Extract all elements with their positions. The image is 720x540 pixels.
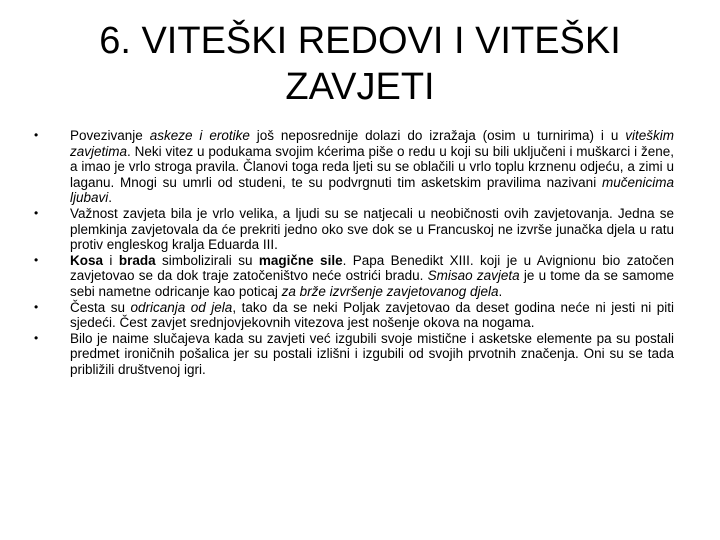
text-segment-italic: askeze i erotike [149,128,250,143]
bullet-text [70,300,674,331]
text-segment: . [498,283,503,299]
text-segment: . [108,190,113,206]
text-segment: Povezivanje [70,128,150,143]
text-segment: , tako da se neki Poljak zavjetovao da deset godina neće ni jesti ni piti sjedeći. Čest zavjet srednjovjekovnih vitezova jest nošenje okova na nogama. [70,299,674,331]
bullet-text [70,206,674,253]
text-segment-italic: mučenicima ljubavi [70,174,674,206]
text-segment-bold: brada [118,252,156,268]
bullet-dot-icon: • [34,252,39,267]
bullet-dot-icon: • [34,330,39,345]
text-segment: simbolizirali su [155,252,259,268]
bullet-item [34,206,674,253]
text-segment-italic: odricanja od jela [130,299,233,315]
text-segment-italic: Smisao zavjeta [427,268,520,284]
text-segment: još neposrednije dolazi do izražaja (osim u turnirima) i u [249,128,626,143]
bullet-item [34,253,674,300]
bullet-dot-icon: • [34,299,39,314]
bullet-dot-icon: • [34,205,39,220]
text-segment: Važnost zavjeta bila je vrlo velika, a ljudi su se natjecali u neobičnosti ovih zavjetovanja. Jedna se plemkinja zavjetovala da će prekriti jedno oko sve dok se u Francuskoj ne izvrše junačka djela u ratu protiv engleskog kralja Eduarda III. [70,205,674,253]
text-segment-italic: viteškim zavjetima [70,128,675,159]
bullet-item [34,300,674,331]
text-segment: . Papa Benedikt XIII. koji je u Avignionu bio zatočen zavjetovao se da dok traje zatočeništvo neće ostrići bradu. [70,252,674,284]
text-segment: i [103,252,119,268]
bullet-dot-icon: • [34,128,39,142]
bullet-text [70,253,674,300]
bullet-text [70,128,674,206]
text-segment: je u tome da se samome sebi nametne odricanje kao poticaj [70,268,674,299]
bullet-item [34,128,674,206]
bullet-item [34,331,674,378]
text-segment: Česta su [70,299,131,315]
text-segment: . Neki vitez u podukama svojim kćerima piše o redu u koji su bili uključeni i muškarci i žene, a imao je vrlo stroga pravila. Članovi toga reda ljeti su se oblačili u vrlo toplu krznenu odjeću, a zimi u laganu. Mnogi su umrli od studeni, te su podvrgnuti tim asketskim pravilima nazivani [70,143,674,190]
bullet-text [70,331,674,378]
bullet-list [34,128,674,378]
text-segment: Bilo je naime slučajeva kada su zavjeti već izgubili svoje mistične i asketske elemente pa su postali predmet ironičnih pošalica jer su postali izlišni i izgubili od svojih prvotnih značenja. Oni su se tada približili društvenoj igri. [70,330,674,377]
text-segment-bold: Kosa [70,252,104,268]
text-segment-italic: za brže izvršenje zavjetovanog djela [281,283,499,299]
slide-title: 6. VITEŠKI REDOVI I VITEŠKI ZAVJETI [99,20,621,108]
text-segment-bold: magične sile [258,252,343,268]
